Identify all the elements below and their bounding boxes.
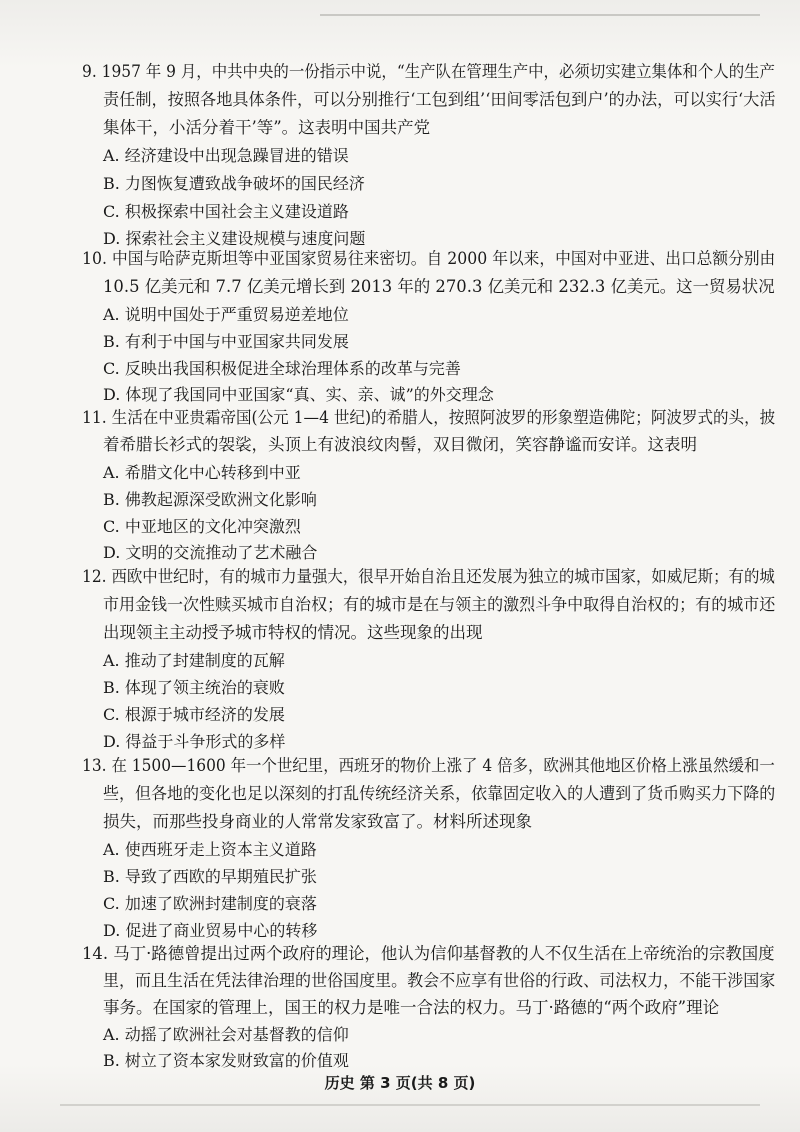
question-14-option-b[interactable]: B. 树立了资本家发财致富的价值观 [103,1051,349,1070]
question-13-line-1: 13. 在 1500—1600 年一个世纪里，西班牙的物价上涨了 4 倍多，欧洲其他地区价格上涨虽然缓和一 [82,756,775,775]
question-9-option-c[interactable]: C. 积极探索中国社会主义建设道路 [103,202,349,221]
page-edge-shadow-bottom [60,1104,760,1106]
question-14-option-a[interactable]: A. 动摇了欧洲社会对基督教的信仰 [103,1025,349,1044]
question-13-option-d[interactable]: D. 促进了商业贸易中心的转移 [103,921,318,940]
question-14-line-1: 14. 马丁·路德曾提出过两个政府的理论，他认为信仰基督教的人不仅生活在上帝统治的宗教国度 [82,944,775,963]
question-13-option-b[interactable]: B. 导致了西欧的早期殖民扩张 [103,867,317,886]
question-12-line-1: 12. 西欧中世纪时，有的城市力量强大，很早开始自治且还发展为独立的城市国家，如威尼斯；有的城 [82,567,775,586]
question-11-option-b[interactable]: B. 佛教起源深受欧洲文化影响 [103,490,317,509]
question-11-line-1: 11. 生活在中亚贵霜帝国(公元 1—4 世纪)的希腊人，按照阿波罗的形象塑造佛陀；阿波罗式的头，披 [82,408,776,427]
question-10-option-b[interactable]: B. 有利于中国与中亚国家共同发展 [103,332,349,351]
question-13-option-c[interactable]: C. 加速了欧洲封建制度的衰落 [103,894,317,913]
question-13-line-3: 损失，而那些投身商业的人常常发家致富了。材料所述现象 [103,812,532,831]
question-11-line-2: 着希腊长衫式的袈裟，头顶上有波浪纹肉髻，双目微闭，笑容静谧而安详。这表明 [103,435,697,454]
question-9-line-3: 集体干，小活分着干’等”。这表明中国共产党 [103,118,431,137]
page-edge-shadow-top [320,14,760,16]
question-12-option-c[interactable]: C. 根源于城市经济的发展 [103,705,285,724]
question-12-option-a[interactable]: A. 推动了封建制度的瓦解 [103,651,285,670]
question-13-option-a[interactable]: A. 使西班牙走上资本主义道路 [103,840,317,859]
question-12-option-b[interactable]: B. 体现了领主统治的衰败 [103,678,285,697]
question-9-option-d[interactable]: D. 探索社会主义建设规模与速度问题 [103,229,366,248]
question-12-option-d[interactable]: D. 得益于斗争形式的多样 [103,732,286,751]
question-9-line-2: 责任制，按照各地具体条件，可以分别推行‘工包到组’‘田间零活包到户’的办法，可以实行‘大活 [103,90,776,109]
page-footer: 历史 第 3 页(共 8 页) [324,1074,476,1092]
question-14-line-3: 事务。在国家的管理上，国王的权力是唯一合法的权力。马丁·路德的“两个政府”理论 [103,998,720,1017]
question-13-line-2: 些，但各地的变化也足以深刻的打乱传统经济关系，依靠固定收入的人遭到了货币购买力下降的 [103,784,776,803]
question-9-option-a[interactable]: A. 经济建设中出现急躁冒进的错误 [103,146,349,165]
question-11-option-a[interactable]: A. 希腊文化中心转移到中亚 [103,463,301,482]
question-12-line-3: 出现领主主动授予城市特权的情况。这些现象的出现 [103,623,483,642]
question-14-line-2: 里，而且生活在凭法律治理的世俗国度里。教会不应享有世俗的行政、司法权力，不能干涉国家 [103,971,776,990]
question-11-option-c[interactable]: C. 中亚地区的文化冲突激烈 [103,517,301,536]
question-11-option-d[interactable]: D. 文明的交流推动了艺术融合 [103,543,318,562]
question-12-line-2: 市用金钱一次性赎买城市自治权；有的城市是在与领主的激烈斗争中取得自治权的；有的城市还 [103,595,776,614]
question-10-line-1: 10. 中国与哈萨克斯坦等中亚国家贸易往来密切。自 2000 年以来，中国对中亚进、出口总额分别由 [82,249,776,268]
question-10-line-2: 10.5 亿美元和 7.7 亿美元增长到 2013 年的 270.3 亿美元和 232.3 亿美元。这一贸易状况 [103,277,775,296]
question-9-option-b[interactable]: B. 力图恢复遭致战争破坏的国民经济 [103,174,365,193]
question-9-line-1: 9. 1957 年 9 月，中共中央的一份指示中说，“生产队在管理生产中，必须切实建立集体和个人的生产 [82,62,775,81]
question-10-option-c[interactable]: C. 反映出我国积极促进全球治理体系的改革与完善 [103,359,461,378]
question-10-option-d[interactable]: D. 体现了我国同中亚国家“真、实、亲、诚”的外交理念 [103,385,494,404]
question-10-option-a[interactable]: A. 说明中国处于严重贸易逆差地位 [103,305,349,324]
